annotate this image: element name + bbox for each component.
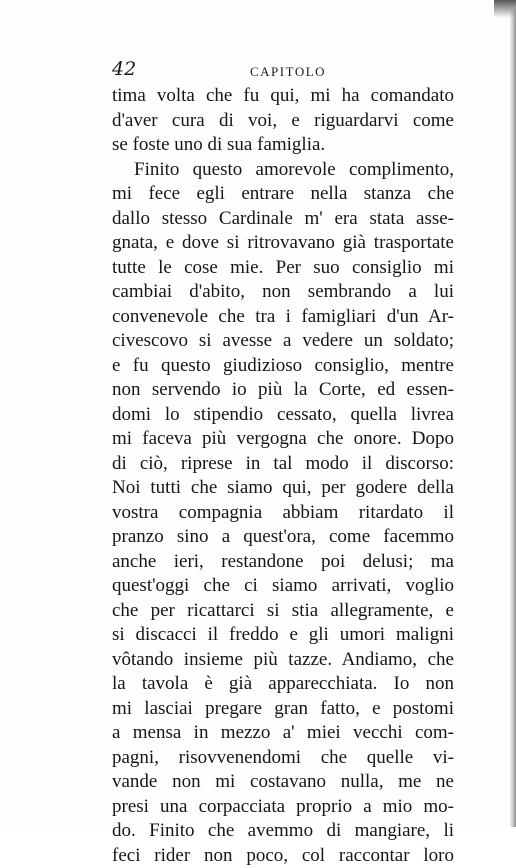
text-line: Noi tutti che siamo qui, per godere della	[112, 476, 454, 501]
text-line: mi faceva più vergogna che onore. Dopo	[112, 427, 454, 452]
text-line: vôtando insieme più tazze. Andiamo, che	[112, 648, 454, 673]
text-line: si discacci il freddo e gli umori maligni	[112, 623, 454, 648]
text-line: quest'oggi che ci siamo arrivati, voglio	[112, 574, 454, 599]
text-line: do. Finito che avemmo di mangiare, li	[112, 819, 454, 844]
text-line: vostra compagnia abbiam ritardato il	[112, 501, 454, 526]
body-text	[112, 84, 454, 868]
text-line: presi una corpacciata proprio a mio mo-	[112, 795, 454, 820]
text-line: e fu questo giudizioso consiglio, mentre	[112, 354, 454, 379]
text-line: domi lo stipendio cessato, quella livrea	[112, 403, 454, 428]
text-line: cambiai d'abito, non sembrando a lui	[112, 280, 454, 305]
text-line: civescovo si avesse a vedere un soldato;	[112, 329, 454, 354]
running-title: CAPITOLO	[250, 64, 326, 80]
text-line: anche ieri, restandone poi delusi; ma	[112, 550, 454, 575]
text-line: che per ricattarci si stia allegramente, e	[112, 599, 454, 624]
text-line: vande non mi costavano nulla, me ne	[112, 770, 454, 795]
page-number: 42	[112, 58, 136, 80]
text-line: se foste uno di sua famiglia.	[112, 133, 454, 158]
text-line: pranzo sino a quest'ora, come facemmo	[112, 525, 454, 550]
text-line: feci rider non poco, col raccontar loro	[112, 844, 454, 868]
text-line: Finito questo amorevole complimento,	[112, 158, 454, 183]
text-line: gnata, e dove si ritrovavano già trasportate	[112, 231, 454, 256]
text-line: tutte le cose mie. Per suo consiglio mi	[112, 256, 454, 281]
page-binding-edge	[510, 0, 516, 827]
running-head	[112, 58, 454, 82]
text-line: tima volta che fu qui, mi ha comandato	[112, 84, 454, 109]
text-line: dallo stesso Cardinale m' era stata asse-	[112, 207, 454, 232]
text-line: non servendo io più la Corte, ed essen-	[112, 378, 454, 403]
text-line: mi fece egli entrare nella stanza che	[112, 182, 454, 207]
text-line: di ciò, riprese in tal modo il discorso:	[112, 452, 454, 477]
text-line: d'aver cura di voi, e riguardarvi come	[112, 109, 454, 134]
text-line: a mensa in mezzo a' miei vecchi com-	[112, 721, 454, 746]
text-line: pagni, risovvenendomi che quelle vi-	[112, 746, 454, 771]
text-line: convenevole che tra i famigliari d'un Ar-	[112, 305, 454, 330]
text-line: la tavola è già apparecchiata. Io non	[112, 672, 454, 697]
page-corner-shadow	[494, 0, 516, 18]
text-line: mi lasciai pregare gran fatto, e postomi	[112, 697, 454, 722]
